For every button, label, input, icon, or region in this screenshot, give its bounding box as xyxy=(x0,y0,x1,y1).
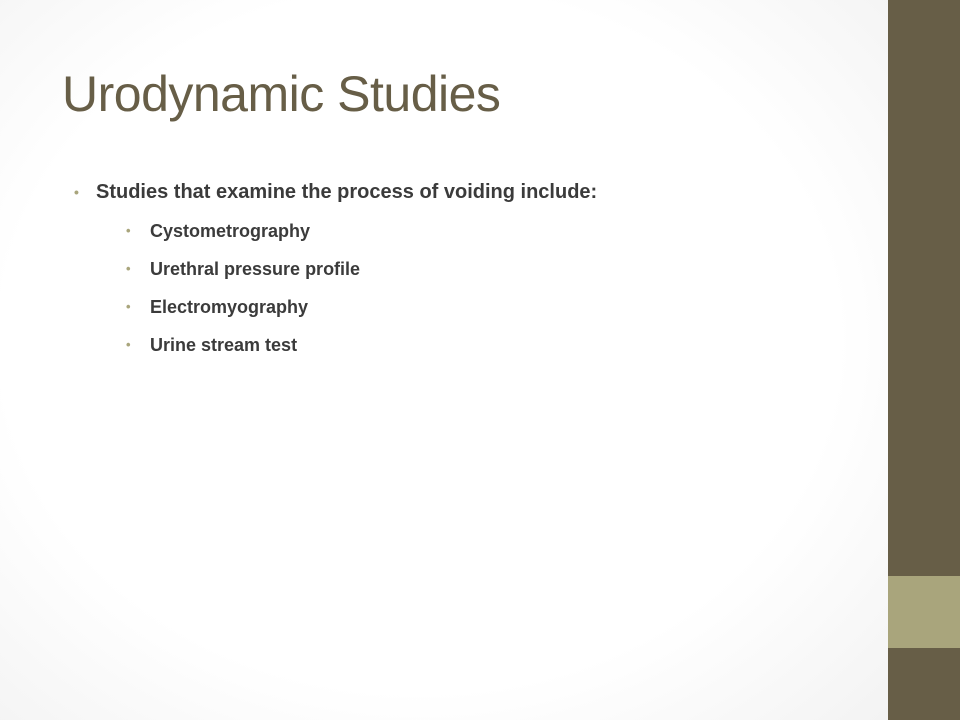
sub-bullet-text: Electromyography xyxy=(150,297,309,317)
slide-content xyxy=(74,172,864,364)
sub-bullet-text: Urethral pressure profile xyxy=(150,259,361,279)
decorative-side-bar xyxy=(888,0,960,720)
side-bar-bottom-segment xyxy=(888,648,960,720)
bullet-item xyxy=(74,172,864,364)
sub-bullet-item xyxy=(126,288,864,326)
sub-bullet-text: Cystometrography xyxy=(150,221,311,241)
side-bar-top-segment xyxy=(888,0,960,576)
bullet-dot-icon: • xyxy=(126,261,131,276)
side-bar-accent-segment xyxy=(888,576,960,648)
bullet-list xyxy=(74,172,864,364)
sub-bullet-item xyxy=(126,326,864,364)
sub-bullet-item xyxy=(126,250,864,288)
sub-bullet-item xyxy=(126,212,864,250)
sub-bullet-list xyxy=(96,212,864,364)
bullet-dot-icon: • xyxy=(126,337,131,352)
bullet-text: Studies that examine the process of voiding include: xyxy=(96,181,598,203)
bullet-dot-icon: • xyxy=(126,223,131,238)
bullet-dot-icon: • xyxy=(126,299,131,314)
slide-title: Urodynamic Studies xyxy=(62,66,501,122)
bullet-dot-icon: • xyxy=(74,184,79,200)
sub-bullet-text: Urine stream test xyxy=(150,335,298,355)
